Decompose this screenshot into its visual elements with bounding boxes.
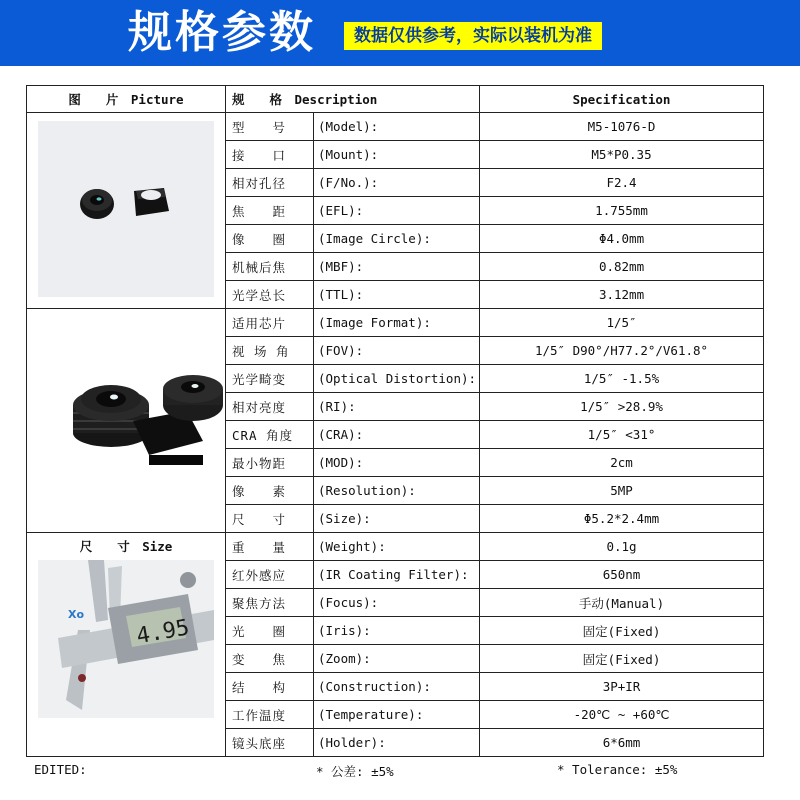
lens-photo-top — [38, 121, 214, 297]
row-label-en: (Resolution): — [314, 477, 480, 505]
row-label-en: (Construction): — [314, 673, 480, 701]
row-value: 1/5″ -1.5% — [480, 365, 764, 393]
row-label-cn: 像 圈 — [226, 225, 314, 253]
row-label-en: (Model): — [314, 113, 480, 141]
row-label-cn: 焦 距 — [226, 197, 314, 225]
row-value: 手动(Manual) — [480, 589, 764, 617]
row-label-cn: CRA 角度 — [226, 421, 314, 449]
tolerance-cn: * 公差: ±5% — [316, 764, 394, 779]
spec-table — [26, 85, 764, 757]
row-value: 0.82mm — [480, 253, 764, 281]
size-label: 尺 寸 Size — [79, 539, 173, 554]
caliper-image — [38, 560, 214, 718]
row-label-en: (CRA): — [314, 421, 480, 449]
row-label-cn: 尺 寸 — [226, 505, 314, 533]
row-value: M5*P0.35 — [480, 141, 764, 169]
row-label-cn: 相对亮度 — [226, 393, 314, 421]
header-description: 规 格 Description — [226, 86, 480, 113]
row-label-en: (EFL): — [314, 197, 480, 225]
caliper-photo — [38, 560, 214, 718]
row-label-en: (Mount): — [314, 141, 480, 169]
row-label-cn: 变 焦 — [226, 645, 314, 673]
row-label-cn: 适用芯片 — [226, 309, 314, 337]
row-value: 1/5″ — [480, 309, 764, 337]
row-label-en: (Temperature): — [314, 701, 480, 729]
row-value: 2cm — [480, 449, 764, 477]
row-label-cn: 相对孔径 — [226, 169, 314, 197]
row-label-en: (Image Format): — [314, 309, 480, 337]
row-label-en: (Image Circle): — [314, 225, 480, 253]
row-label-en: (Optical Distortion): — [314, 365, 480, 393]
lens-and-holder-image — [38, 121, 214, 297]
edited-label: EDITED: — [34, 762, 87, 777]
row-label-en: (Iris): — [314, 617, 480, 645]
row-label-en: (FOV): — [314, 337, 480, 365]
header-picture: 图 片 Picture — [27, 86, 226, 113]
caliper-reading: 4.95 — [134, 615, 192, 650]
row-value: 1/5″ <31° — [480, 421, 764, 449]
row-label-cn: 最小物距 — [226, 449, 314, 477]
row-label-cn: 机械后焦 — [226, 253, 314, 281]
row-label-en: (MBF): — [314, 253, 480, 281]
row-value: 固定(Fixed) — [480, 645, 764, 673]
row-value: 0.1g — [480, 533, 764, 561]
row-label-cn: 视 场 角 — [226, 337, 314, 365]
row-label-cn: 型 号 — [226, 113, 314, 141]
row-label-en: (Weight): — [314, 533, 480, 561]
picture-cell-middle — [27, 309, 226, 533]
row-label-cn: 聚焦方法 — [226, 589, 314, 617]
row-value: 1/5″ D90°/H77.2°/V61.8° — [480, 337, 764, 365]
row-value: Φ5.2*2.4mm — [480, 505, 764, 533]
row-label-cn: 像 素 — [226, 477, 314, 505]
disclaimer-note: 数据仅供参考，实际以装机为准 — [344, 22, 602, 50]
row-label-cn: 结 构 — [226, 673, 314, 701]
picture-cell-top — [27, 113, 226, 309]
row-label-en: (TTL): — [314, 281, 480, 309]
row-value: 1/5″ >28.9% — [480, 393, 764, 421]
header-banner — [0, 0, 800, 66]
row-value: 固定(Fixed) — [480, 617, 764, 645]
row-value: 5MP — [480, 477, 764, 505]
page-title: 规格参数 — [128, 7, 316, 58]
row-value: 3.12mm — [480, 281, 764, 309]
table-header-row — [27, 86, 764, 113]
row-label-en: (Focus): — [314, 589, 480, 617]
header-specification: Specification — [480, 86, 764, 113]
row-value: M5-1076-D — [480, 113, 764, 141]
row-label-cn: 光 圈 — [226, 617, 314, 645]
caliper-brand-logo: Xo — [68, 608, 85, 621]
row-value: F2.4 — [480, 169, 764, 197]
row-label-en: (Zoom): — [314, 645, 480, 673]
lens-closeup-image — [27, 309, 226, 525]
row-label-cn: 红外感应 — [226, 561, 314, 589]
row-value: -20℃ ~ +60℃ — [480, 701, 764, 729]
lens-photo-middle — [27, 309, 225, 525]
table-row — [27, 309, 764, 337]
row-label-en: (IR Coating Filter): — [314, 561, 480, 589]
row-label-cn: 工作温度 — [226, 701, 314, 729]
row-value: 650nm — [480, 561, 764, 589]
row-label-cn: 镜头底座 — [226, 729, 314, 757]
row-value: Φ4.0mm — [480, 225, 764, 253]
row-label-en: (MOD): — [314, 449, 480, 477]
row-label-en: (F/No.): — [314, 169, 480, 197]
tolerance-en: * Tolerance: ±5% — [557, 762, 678, 777]
row-label-en: (Size): — [314, 505, 480, 533]
row-value: 1.755mm — [480, 197, 764, 225]
row-label-cn: 重 量 — [226, 533, 314, 561]
row-value: 3P+IR — [480, 673, 764, 701]
row-value: 6*6mm — [480, 729, 764, 757]
picture-cell-size — [27, 533, 226, 757]
row-label-cn: 光学畸变 — [226, 365, 314, 393]
table-row — [27, 113, 764, 141]
row-label-cn: 接 口 — [226, 141, 314, 169]
row-label-cn: 光学总长 — [226, 281, 314, 309]
row-label-en: (Holder): — [314, 729, 480, 757]
row-label-en: (RI): — [314, 393, 480, 421]
table-row — [27, 533, 764, 561]
